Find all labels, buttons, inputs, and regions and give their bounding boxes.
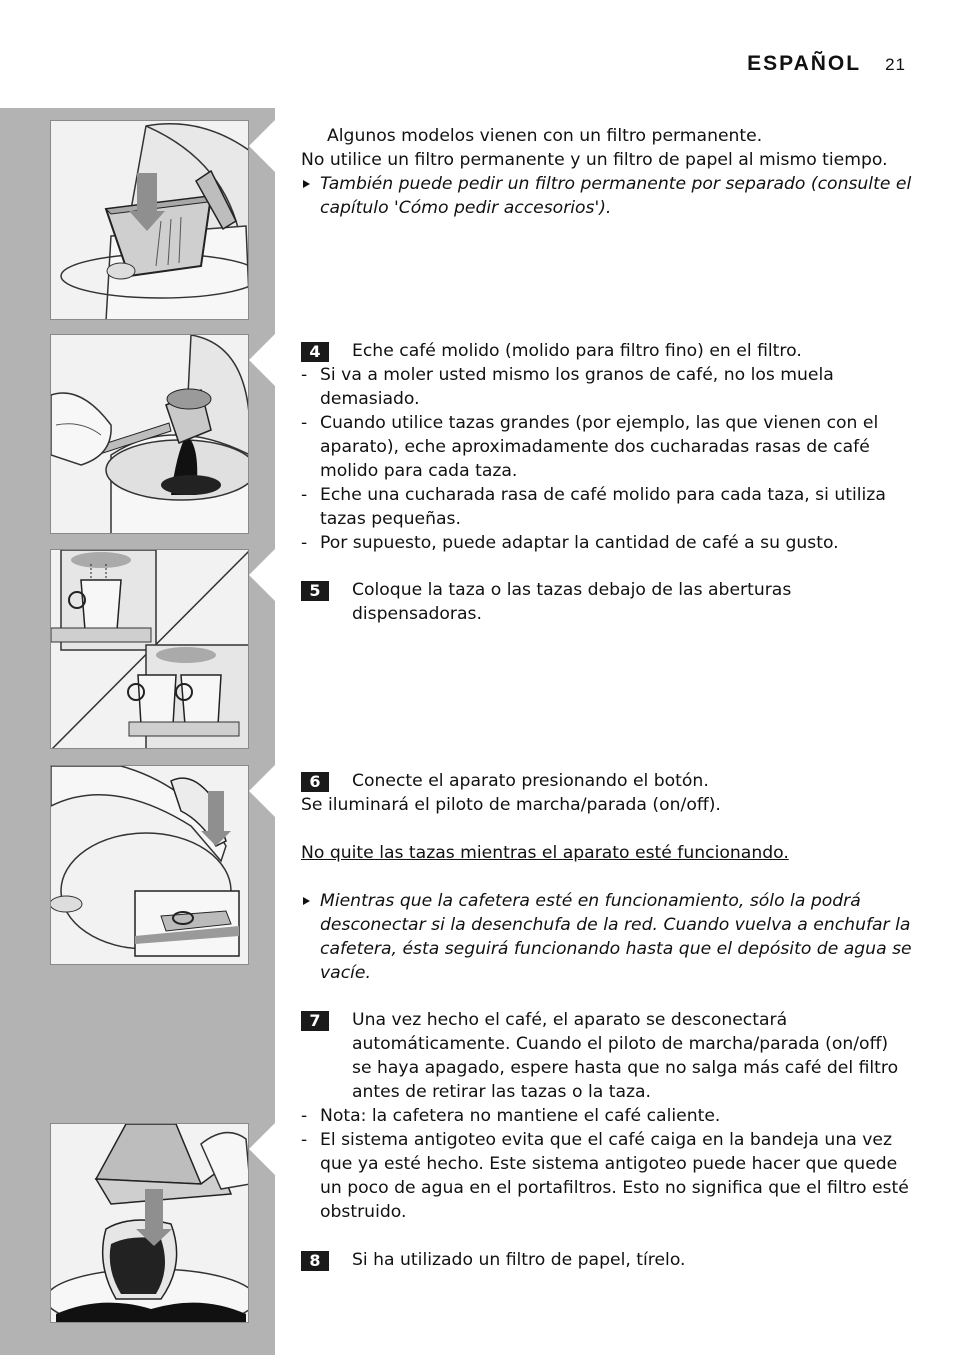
step-7-title: Una vez hecho el café, el aparato se desconectará automáticamente. Cuando el piloto de marcha/parada (on/off) se haya apagado, espere hasta que no salga más café del filtro antes de retirar las tazas o la taza. xyxy=(352,1010,899,1102)
step-6-indicator-text: Se iluminará el piloto de marcha/parada (on/off). xyxy=(301,795,721,815)
step-8-title: Si ha utilizado un filtro de papel, tírelo. xyxy=(352,1250,686,1270)
on-off-button-illustration xyxy=(50,765,249,965)
sidebar-notch xyxy=(249,1123,275,1175)
list-item-text: Eche una cucharada rasa de café molido para cada taza, si utiliza tazas pequeñas. xyxy=(320,485,886,529)
step-6-heading xyxy=(301,769,913,793)
permanent-filter-illustration xyxy=(50,120,249,320)
triangle-bullet-icon xyxy=(303,897,310,905)
permanent-filter-note-text: También puede pedir un filtro permanente por separado (consulte el capítulo 'Cómo pedir accesorios'). xyxy=(320,174,912,218)
step-5-title: Coloque la taza o las tazas debajo de las aberturas dispensadoras. xyxy=(352,580,792,624)
step-number-badge: 7 xyxy=(301,1011,329,1031)
step-4-heading xyxy=(301,339,913,363)
step-6-section xyxy=(301,769,913,985)
sidebar-notch xyxy=(249,334,275,386)
step-6-note-text: Mientras que la cafetera esté en funcionamiento, sólo la podrá desconectar si la desenchufa de la red. Cuando vuelva a enchufar la cafetera, ésta seguirá funcionando hasta que el depósito de agua se vacíe. xyxy=(320,891,912,983)
dash-bullet: - xyxy=(301,1106,308,1126)
permanent-filter-note xyxy=(301,172,913,220)
list-item-text: Por supuesto, puede adaptar la cantidad de café a su gusto. xyxy=(320,533,839,553)
list-item xyxy=(301,363,913,411)
step-7-heading xyxy=(301,1008,913,1104)
dash-bullet: - xyxy=(301,413,308,433)
paper-filter-disposal-illustration xyxy=(50,1123,249,1323)
step-4-title: Eche café molido (molido para filtro fino) en el filtro. xyxy=(352,341,802,361)
page-number: 21 xyxy=(885,55,906,74)
step-5-section xyxy=(301,578,913,626)
list-item-text: Si va a moler usted mismo los granos de café, no los muela demasiado. xyxy=(320,365,834,409)
list-item-text: El sistema antigoteo evita que el café caiga en la bandeja una vez que ya esté hecho. Este sistema antigoteo puede hacer que quede un poco de agua en el portafiltros. Esto no significa que el filtro esté obstruido. xyxy=(320,1130,909,1222)
permanent-filter-intro: Algunos modelos vienen con un filtro permanente. xyxy=(327,126,763,146)
step-number-badge: 5 xyxy=(301,581,329,601)
triangle-bullet-icon xyxy=(303,180,310,188)
sidebar-notch xyxy=(249,120,275,172)
sidebar-notch xyxy=(249,765,275,817)
step-5-heading xyxy=(301,578,913,626)
language-label: ESPAÑOL xyxy=(747,52,862,75)
permanent-filter-warning: No utilice un filtro permanente y un filtro de papel al mismo tiempo. xyxy=(301,150,888,170)
step-4-section xyxy=(301,339,913,555)
step-6-note xyxy=(301,889,913,985)
list-item xyxy=(301,483,913,531)
step-number-badge: 4 xyxy=(301,342,329,362)
dash-bullet: - xyxy=(301,533,308,553)
list-item xyxy=(301,1104,913,1128)
list-item-text: Nota: la cafetera no mantiene el café caliente. xyxy=(320,1106,721,1126)
dash-bullet: - xyxy=(301,365,308,385)
step-8-heading xyxy=(301,1248,913,1272)
ground-coffee-scoop-illustration xyxy=(50,334,249,534)
cups-under-spouts-illustration xyxy=(50,549,249,749)
dash-bullet: - xyxy=(301,1130,308,1150)
step-8-section xyxy=(301,1248,913,1272)
step-number-badge: 8 xyxy=(301,1251,329,1271)
list-item xyxy=(301,531,913,555)
list-item xyxy=(301,1128,913,1224)
step-6-title: Conecte el aparato presionando el botón. xyxy=(352,771,709,791)
list-item-text: Cuando utilice tazas grandes (por ejemplo, las que vienen con el aparato), eche aproximadamente dos cucharadas rasas de café molido para cada taza. xyxy=(320,413,879,481)
step-7-section xyxy=(301,1008,913,1224)
list-item xyxy=(301,411,913,483)
dash-bullet: - xyxy=(301,485,308,505)
step-6-warning: No quite las tazas mientras el aparato esté funcionando. xyxy=(301,843,789,863)
step-number-badge: 6 xyxy=(301,772,329,792)
permanent-filter-section xyxy=(301,124,913,220)
page-header xyxy=(747,52,906,76)
sidebar-notch xyxy=(249,549,275,601)
